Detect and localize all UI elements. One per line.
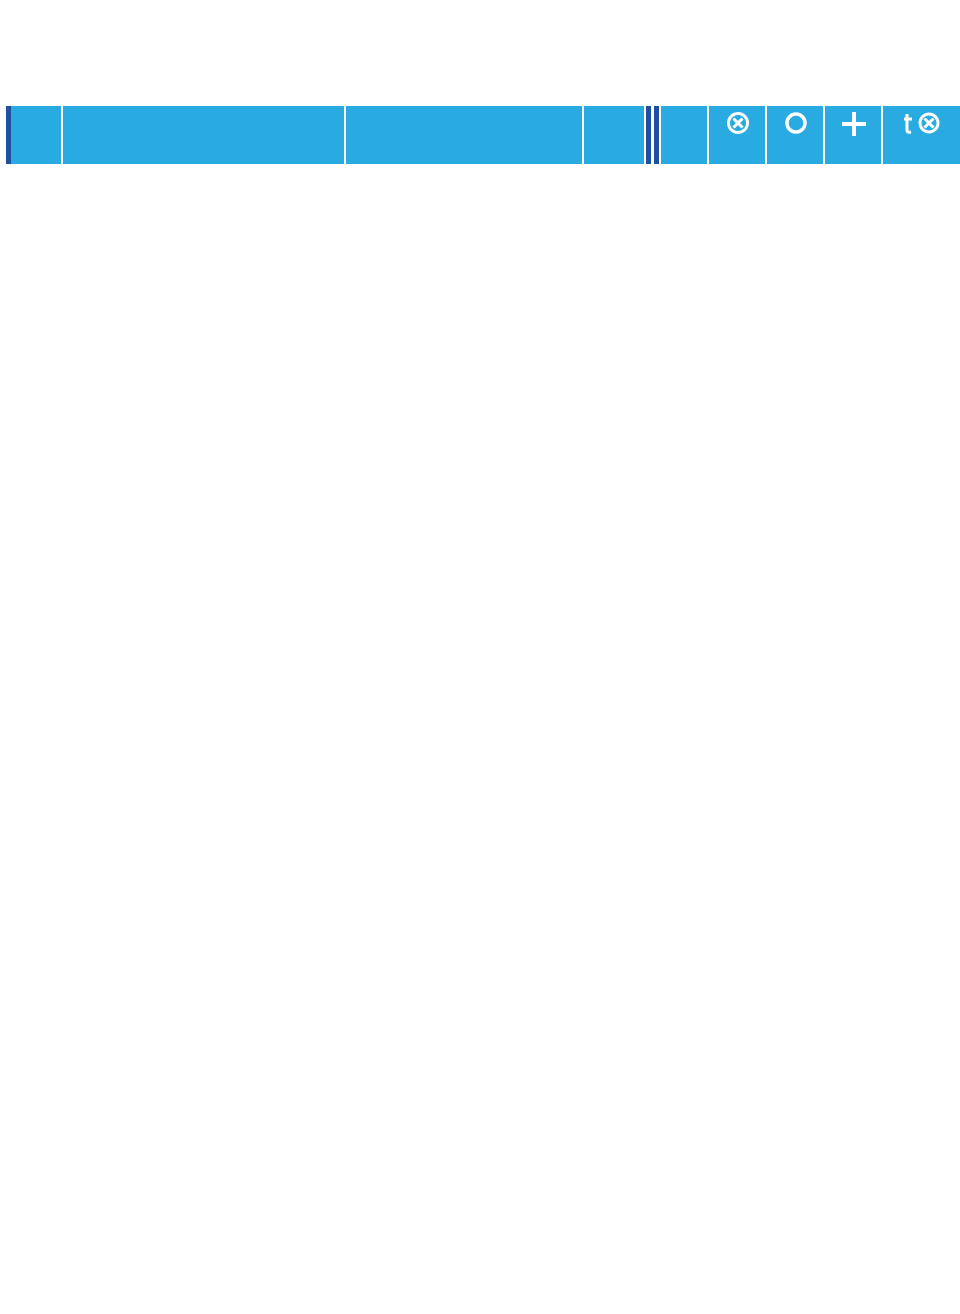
header-icon-cell [767,106,823,164]
page-header [0,0,960,100]
circle-icon [783,110,809,136]
header-icon-cell [883,106,960,164]
header-stops [346,106,582,164]
header-icon-cell [825,106,881,164]
circle-x-icon [725,110,751,136]
cross-icon [840,110,868,138]
header-hour [661,106,707,164]
divider [646,106,651,164]
header-km [11,106,61,164]
header-transfer [63,106,344,164]
header-icon-cell [709,106,765,164]
t-circle-x-icon [903,110,943,136]
divider [654,106,659,164]
header-time [584,106,644,164]
